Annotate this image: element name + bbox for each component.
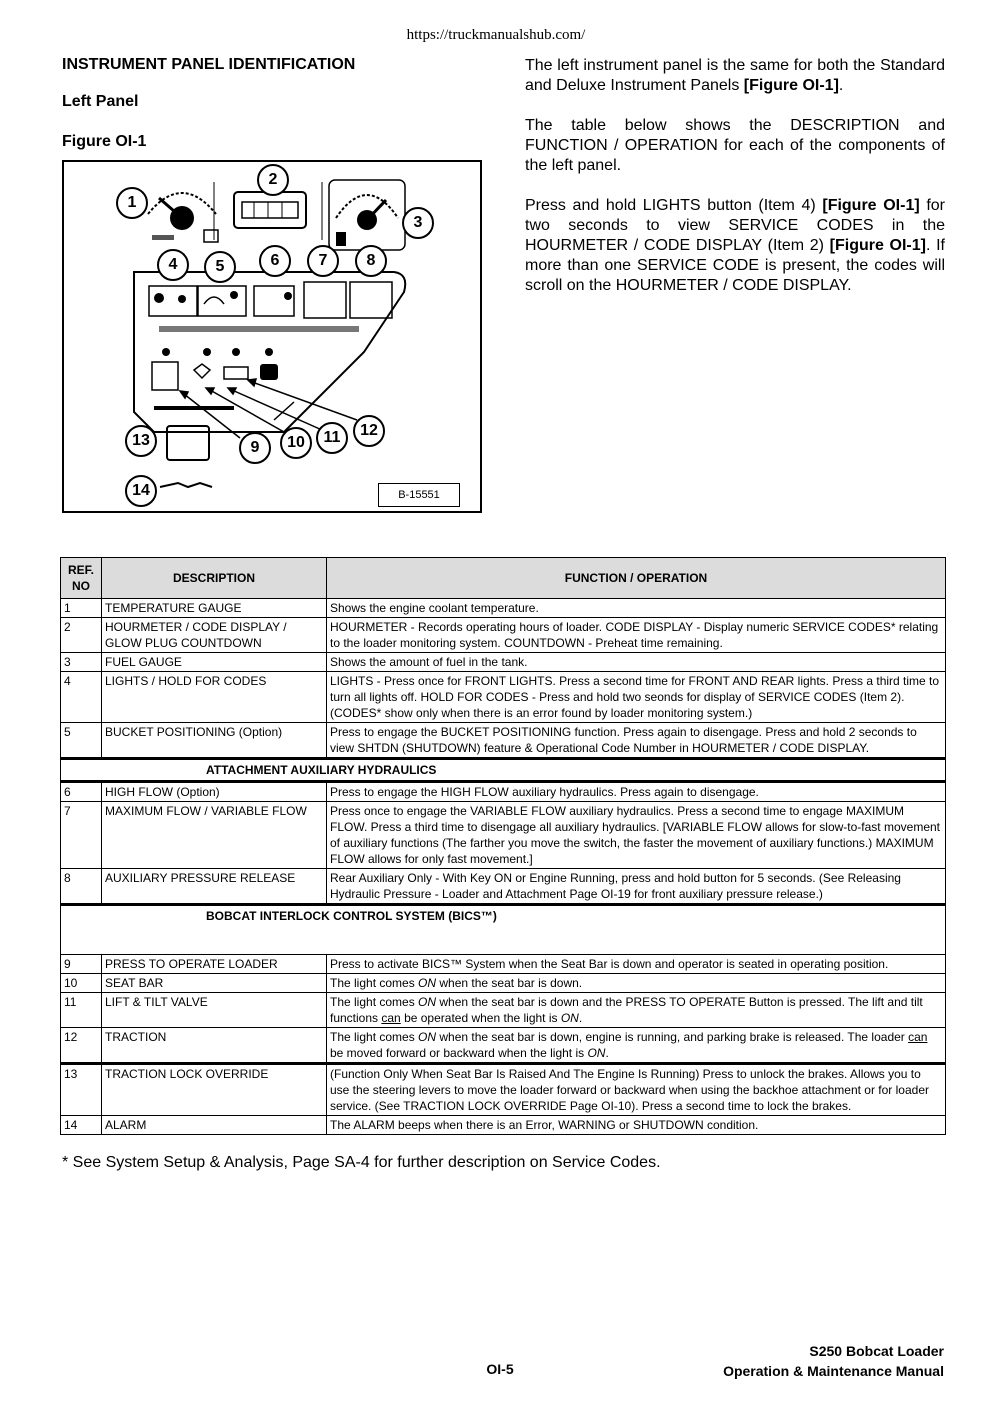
temperature-gauge-icon xyxy=(148,193,218,242)
fuel-gauge-icon xyxy=(329,180,405,250)
callout-9: 9 xyxy=(239,432,271,464)
table-row: 5 BUCKET POSITIONING (Option) Press to engage the BUCKET POSITIONING function. Press again to disengage. Press and hold 2 seconds to view SHTDN (SHUTDOWN) feature & Operational Code Number in HOURMETER / CODE DISPLAY. xyxy=(61,723,946,759)
callout-5: 5 xyxy=(204,251,236,283)
callout-4: 4 xyxy=(157,249,189,281)
table-header-row xyxy=(61,558,946,599)
intro-paragraphs xyxy=(525,56,945,316)
paragraph-1: The left instrument panel is the same for both the Standard and Deluxe Instrument Panels [Figure OI-1]. xyxy=(525,57,945,94)
callout-11: 11 xyxy=(316,422,348,454)
instrument-panel-figure xyxy=(62,160,482,513)
paragraph-3: Press and hold LIGHTS button (Item 4) [Figure OI-1] for two seconds to view SERVICE CODES in the HOURMETER / CODE DISPLAY (Item 2) [Figure OI-1]. If more than one SERVICE CODE is present, the codes will scroll on the HOURMETER / CODE DISPLAY. xyxy=(525,197,946,294)
section-title: INSTRUMENT PANEL IDENTIFICATION xyxy=(62,56,356,73)
section-row-bics: BOBCAT INTERLOCK CONTROL SYSTEM (BICS™) xyxy=(61,905,946,955)
table-row: 12 TRACTION The light comes ON when the seat bar is down, engine is running, and parking brake is released. The loader can be moved forward or backward when the light is ON. xyxy=(61,1028,946,1064)
callout-3: 3 xyxy=(402,207,434,239)
callout-14: 14 xyxy=(125,475,157,507)
table-row: 10 SEAT BAR The light comes ON when the seat bar is down. xyxy=(61,974,946,993)
switch-cluster-outline xyxy=(134,272,405,432)
callout-13: 13 xyxy=(125,425,157,457)
alarm-icon xyxy=(160,483,212,487)
footnote: * See System Setup & Analysis, Page SA-4 for further description on Service Codes. xyxy=(62,1154,661,1171)
col-header-function: FUNCTION / OPERATION xyxy=(327,558,946,599)
col-header-description: DESCRIPTION xyxy=(102,558,327,599)
figure-ref: [Figure OI-1] xyxy=(829,237,926,254)
table-row: 7 MAXIMUM FLOW / VARIABLE FLOW Press once to engage the VARIABLE FLOW auxiliary hydraulics. Press a second time to engage MAXIMUM FLOW. Press a third time to disengage all auxiliary hydraulics. [VARIABLE FLOW allows for slow-to-fast movement of auxiliary functions (The farther you move the switch, the faster the movement of auxiliary functions.) MAXIMUM FLOW allows for only fast movement.] xyxy=(61,802,946,869)
paragraph-2: The table below shows the DESCRIPTION and FUNCTION / OPERATION for each of the components of the left panel. xyxy=(525,117,945,174)
table-row: 9 PRESS TO OPERATE LOADER Press to activate BICS™ System when the Seat Bar is down and operator is seated in operating position. xyxy=(61,955,946,974)
table-row: 8 AUXILIARY PRESSURE RELEASE Rear Auxiliary Only - With Key ON or Engine Running, press and hold button for 5 seconds. (See Releasing Hydraulic Pressure - Loader and Attachment Page OI-19 for front auxiliary pressure release.) xyxy=(61,869,946,905)
callout-10: 10 xyxy=(280,427,312,459)
table-row: 13 TRACTION LOCK OVERRIDE (Function Only When Seat Bar Is Raised And The Engine Is Running) Press to unlock the brakes. Allows you to use the steering levers to move the loader forward or backward when using the backhoe attachment or for loader service. (See TRACTION LOCK OVERRIDE Page OI-10). Press a second time to lock the brakes. xyxy=(61,1064,946,1116)
manual-title: S250 Bobcat Loader Operation & Maintenance Manual xyxy=(723,1343,944,1379)
callout-6: 6 xyxy=(259,245,291,277)
figure-ref: [Figure OI-1] xyxy=(743,77,839,94)
callout-1: 1 xyxy=(116,187,148,219)
table-row: 2 HOURMETER / CODE DISPLAY / GLOW PLUG COUNTDOWN HOURMETER - Records operating hours of loader. CODE DISPLAY - Display numeric SERVICE CODES* relating to the loader monitoring system. COUNTDOWN - Preheat time remaining. xyxy=(61,618,946,653)
page-number: OI-5 xyxy=(486,1361,514,1377)
table-row: 4 LIGHTS / HOLD FOR CODES LIGHTS - Press once for FRONT LIGHTS. Press a second time for FRONT AND REAR lights. Press a third time to turn all lights off. HOLD FOR CODES - Press and hold two seonds for display of SERVICE CODES (Item 2). (CODES* show only when there is an error found by loader monitoring system.) xyxy=(61,672,946,723)
callout-8: 8 xyxy=(355,245,387,277)
table-row: 11 LIFT & TILT VALVE The light comes ON when the seat bar is down and the PRESS TO OPERATE Button is pressed. The lift and tilt functions can be operated when the light is ON. xyxy=(61,993,946,1028)
table-row: 6 HIGH FLOW (Option) Press to engage the HIGH FLOW auxiliary hydraulics. Press again to disengage. xyxy=(61,782,946,802)
figure-ref: [Figure OI-1] xyxy=(822,197,920,214)
callout-2: 2 xyxy=(257,164,289,196)
table-row: 14 ALARM The ALARM beeps when there is an Error, WARNING or SHUTDOWN condition. xyxy=(61,1116,946,1135)
callout-7: 7 xyxy=(307,245,339,277)
table-row: 3 FUEL GAUGE Shows the amount of fuel in the tank. xyxy=(61,653,946,672)
component-table xyxy=(60,557,946,1135)
callout-12: 12 xyxy=(353,415,385,447)
header-url[interactable]: https://truckmanualshub.com/ xyxy=(406,27,586,43)
figure-code: B-15551 xyxy=(378,483,460,507)
col-header-ref: REF. NO xyxy=(61,558,102,599)
section-row-attachment: ATTACHMENT AUXILIARY HYDRAULICS xyxy=(61,759,946,782)
table-row: 1 TEMPERATURE GAUGE Shows the engine coolant temperature. xyxy=(61,599,946,618)
subsection-title: Left Panel xyxy=(62,93,139,110)
figure-label: Figure OI-1 xyxy=(62,133,147,150)
